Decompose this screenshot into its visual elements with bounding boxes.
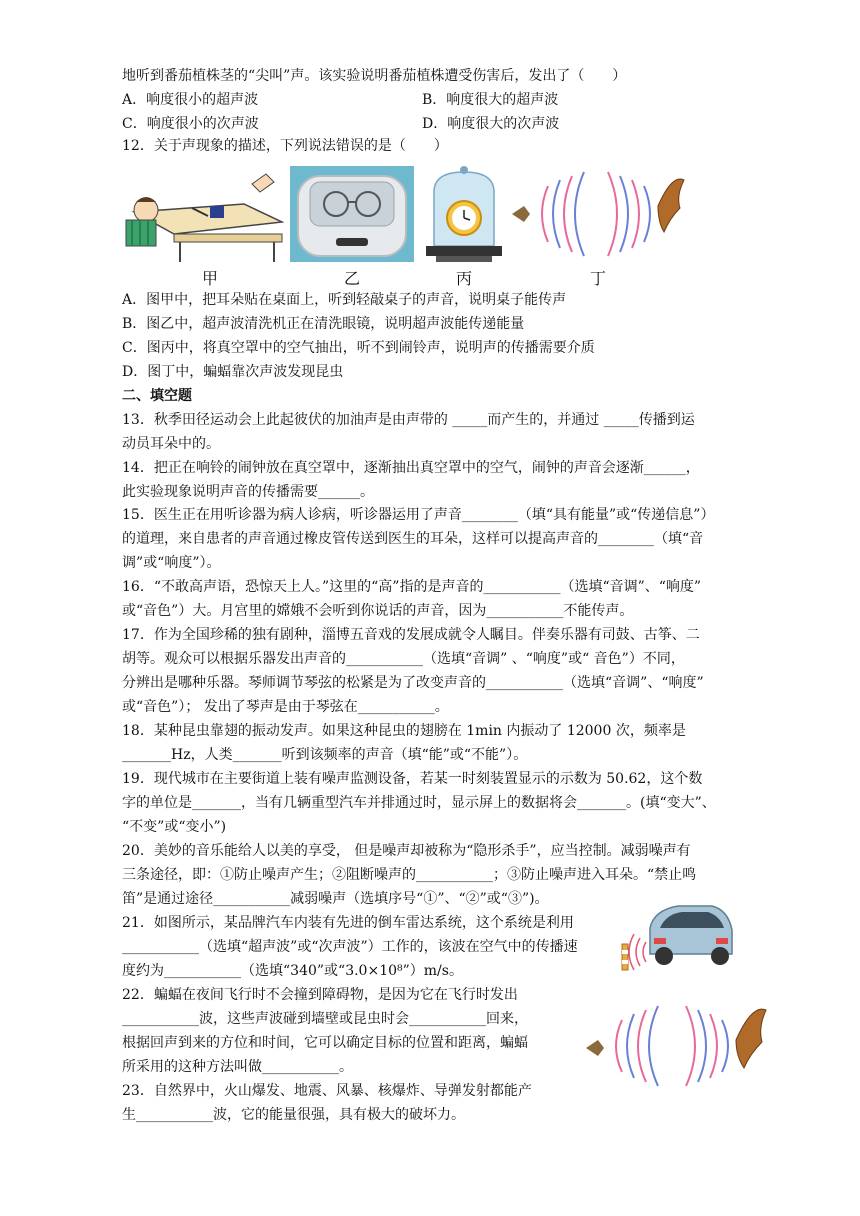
q13-line-1: 13．秋季田径运动会上此起彼伏的加油声是由声带的 _____而产生的，并通过 _____传播到运: [122, 412, 695, 428]
q16-line-1: 16．“不敢高声语，恐惊天上人。”这里的“高”指的是声音的___________（选填“音调”、“响度”: [122, 579, 702, 595]
q17-line-3: 分辨出是哪种乐器。琴师调节琴弦的松紧是为了改变声音的___________（选填“音调”、“响度”: [122, 675, 704, 691]
q15-line-3: 调”或“响度”）。: [122, 555, 221, 571]
q18-line-1: 18．某种昆虫靠翅的振动发声。如果这种昆虫的翅膀在 1min 内振动了 12000 次，频率是: [122, 723, 686, 739]
q14-line-2: 此实验现象说明声音的传播需要______。: [122, 484, 374, 500]
q21-line-1: 21．如图所示，某品牌汽车内装有先进的倒车雷达系统，这个系统是利用: [122, 915, 574, 931]
q12-option-a: A．图甲中，把耳朵贴在桌面上，听到轻敲桌子的声音，说明桌子能传声: [122, 292, 567, 308]
q12-option-c: C．图丙中，将真空罩中的空气抽出，听不到闹铃声，说明声的传播需要介质: [122, 340, 595, 356]
q20-line-2: 三条途径，即：①防止噪声产生；②阻断噪声的___________；③防止噪声进入耳朵。“禁止鸣: [122, 867, 697, 883]
q23-line-1: 23．自然界中，火山爆发、地震、风暴、核爆炸、导弹发射都能产: [122, 1083, 532, 1099]
q16-line-2: 或“音色”）大。月宫里的嫦娥不会听到你说话的声音，因为___________不能传声。: [122, 603, 634, 619]
q22-line-2: ___________波，这些声波碰到墙壁或昆虫时会___________回来，: [122, 1011, 528, 1027]
q22-line-3: 根据回声到来的方位和时间，它可以确定目标的位置和距离，蝙蝠: [122, 1035, 528, 1051]
q11-option-b: B．响度很大的超声波: [422, 92, 559, 108]
figure-bing-bell-jar: [422, 164, 506, 264]
q11-option-d: D．响度很大的次声波: [422, 116, 560, 132]
q11-stem-tail: 地听到番茄植株茎的“尖叫”声。该实验说明番茄植株遭受伤害后，发出了（ ）: [122, 68, 627, 84]
q11-option-c: C．响度很小的次声波: [122, 116, 259, 132]
q22-line-1: 22．蝙蝠在夜间飞行时不会撞到障碍物，是因为它在飞行时发出: [122, 987, 518, 1003]
figure-jia-ear-on-table: [124, 164, 284, 264]
q12-option-d: D．图丁中，蝙蝠靠次声波发现昆虫: [122, 364, 344, 380]
q20-line-3: 笛”是通过途径___________减弱噪声（选填序号“①”、“②”或“③”)。: [122, 891, 549, 907]
q12-option-b: B．图乙中，超声波清洗机正在清洗眼镜，说明超声波能传递能量: [122, 316, 525, 332]
q23-line-2: 生___________波，它的能量很强，具有极大的破坏力。: [122, 1107, 465, 1123]
figure-label-ding: 丁: [590, 269, 607, 288]
figure-yi-ultrasonic-cleaner: [290, 166, 414, 262]
q14-line-1: 14．把正在响铃的闹钟放在真空罩中，逐渐抽出真空罩中的空气，闹钟的声音会逐渐______，: [122, 460, 700, 476]
figure-label-bing: 丙: [456, 269, 473, 288]
q13-line-2: 动员耳朵中的。: [122, 436, 220, 452]
q17-line-4: 或“音色”）； 发出了琴声是由于琴弦在___________。: [122, 699, 449, 715]
q11-option-a: A．响度很小的超声波: [122, 92, 259, 108]
q18-line-2: _______Hz，人类_______听到该频率的声音（填“能”或“不能”）。: [122, 747, 528, 763]
section-heading-fill-in: 二、填空题: [122, 388, 192, 404]
q19-line-1: 19．现代城市在主要街道上装有噪声监测设备，若某一时刻装置显示的示数为 50.62，这个数: [122, 771, 703, 787]
q17-line-2: 胡等。观众可以根据乐器发出声音的___________（选填“音调” 、“响度”或“ 音色”）不同，: [122, 651, 685, 667]
q20-line-1: 20．美妙的音乐能给人以美的享受， 但是噪声却被称为“隐形杀手”，应当控制。减弱噪声有: [122, 843, 691, 859]
q15-line-2: 的道理，来自患者的声音通过橡皮管传送到医生的耳朵，这样可以提高声音的________（填“音: [122, 531, 704, 547]
q15-line-1: 15．医生正在用听诊器为病人诊病，听诊器运用了声音________（填“具有能量”或“传递信息”）: [122, 507, 715, 523]
figure-ding-bat-echolocation: [508, 166, 688, 262]
figure-label-jia: 甲: [202, 269, 219, 288]
q21-line-2: ___________（选填“超声波”或“次声波”）工作的，该波在空气中的传播速: [122, 939, 578, 955]
q17-line-1: 17．作为全国珍稀的独有剧种，淄博五音戏的发展成就令人瞩目。伴奏乐器有司鼓、古筝、二: [122, 627, 700, 643]
q21-line-3: 度约为___________（选填“340”或“3.0×10⁸”）m/s。: [122, 963, 463, 979]
figure-bat-echolocation: [584, 998, 770, 1094]
q19-line-3: “不变”或“变小”): [122, 819, 227, 835]
q19-line-2: 字的单位是_______，当有几辆重型汽车并排通过时，显示屏上的数据将会_______。(填“变大”、: [122, 795, 716, 811]
figure-car-reversing-radar: [620, 894, 738, 974]
q12-stem: 12．关于声现象的描述，下列说法错误的是（ ）: [122, 138, 448, 154]
q22-line-4: 所采用的这种方法叫做___________。: [122, 1059, 353, 1075]
figure-label-yi: 乙: [344, 269, 361, 288]
